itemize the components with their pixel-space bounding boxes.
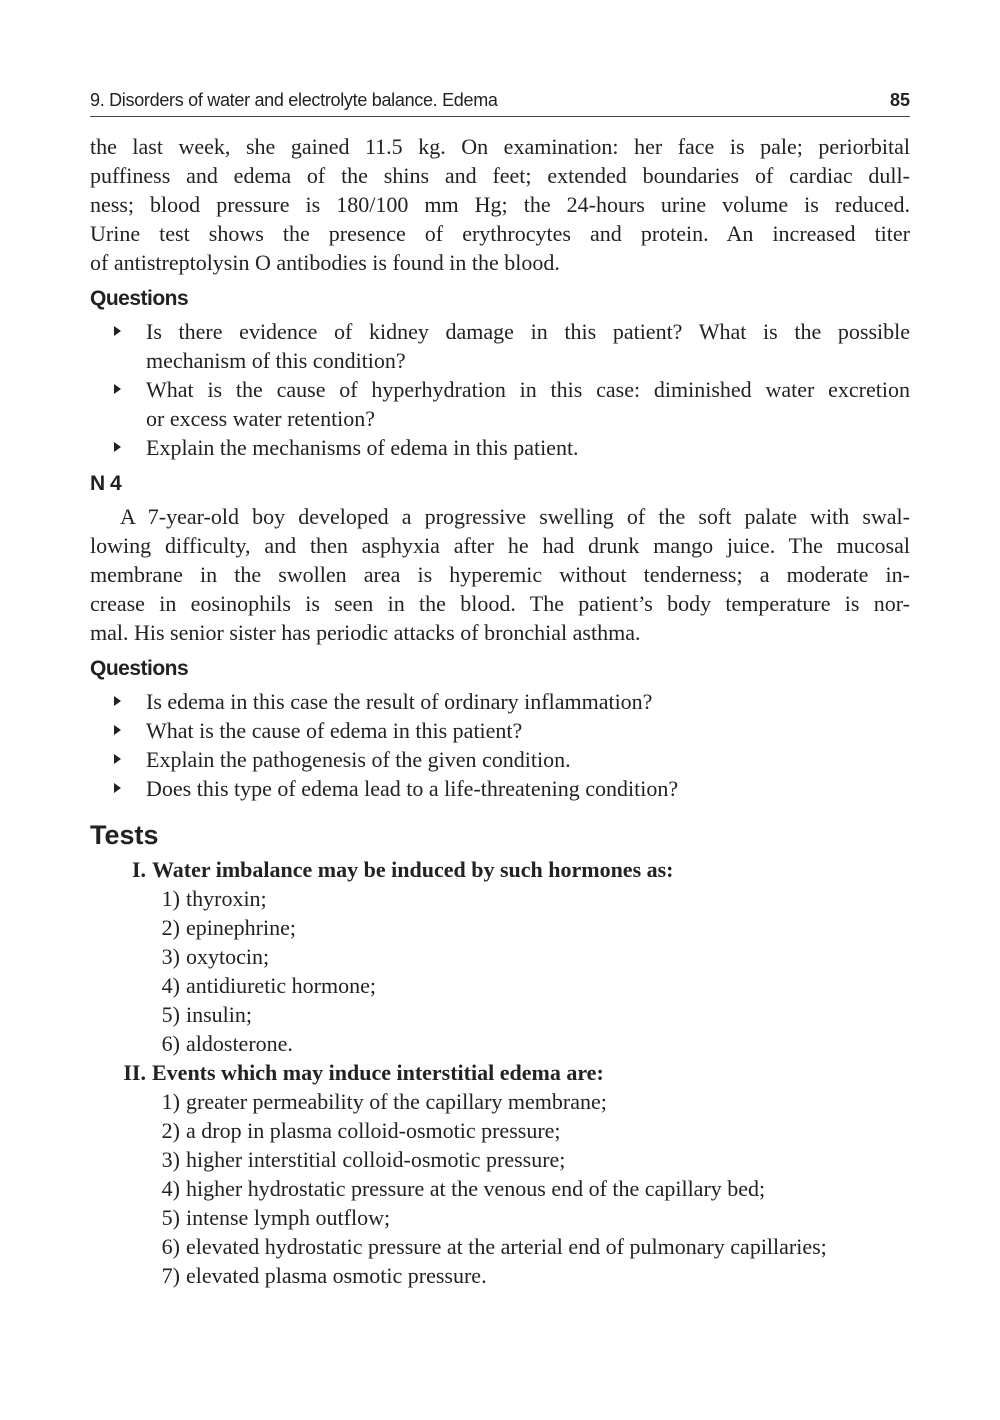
option-text: antidiuretic hormone; [186,973,376,998]
page-number: 85 [889,90,910,110]
question-item [90,433,910,462]
paragraph-line: ness; blood pressure is 180/100 mm Hg; the 24-hours urine volume is reduced. [90,192,910,217]
option-text: insulin; [186,1002,253,1027]
test-option [90,1029,910,1058]
option-text: greater permeability of the capillary membrane; [186,1089,607,1114]
case-line: lowing difficulty, and then asphyxia after he had drunk mango juice. The mucosal [90,533,910,558]
bullet-triangle-icon [114,326,121,336]
question-line: Explain the pathogenesis of the given condition. [146,747,571,772]
question-line: Explain the mechanisms of edema in this patient. [146,435,579,460]
question-item [90,317,910,375]
case-heading: N 4 [90,472,122,495]
option-text: intense lymph outflow; [186,1205,391,1230]
question-line: What is the cause of edema in this patient? [146,718,523,743]
question-line: Is there evidence of kidney damage in this patient? What is the possible [146,319,910,344]
test-option [90,1174,910,1203]
case-line: membrane in the swollen area is hyperemic without tenderness; a moderate in- [90,562,910,587]
question-item [90,745,910,774]
test-option [90,913,910,942]
option-text: elevated plasma osmotic pressure. [186,1263,487,1288]
option-text: higher hydrostatic pressure at the venous end of the capillary bed; [186,1176,766,1201]
option-number: 4) [161,973,180,998]
paragraph-line: Urine test shows the presence of erythrocytes and protein. An increased titer [90,221,910,246]
option-text: a drop in plasma colloid-osmotic pressure; [186,1118,561,1143]
option-number: 3) [161,1147,180,1172]
test-number: II. [123,1060,146,1085]
bullet-triangle-icon [114,783,121,793]
test-option [90,884,910,913]
question-line: Is edema in this case the result of ordinary inflammation? [146,689,653,714]
option-text: elevated hydrostatic pressure at the arterial end of pulmonary capillaries; [186,1234,827,1259]
case-line: A 7-year-old boy developed a progressive swelling of the soft palate with swal- [120,504,910,529]
option-number: 5) [161,1002,180,1027]
option-number: 2) [161,915,180,940]
option-text: thyroxin; [186,886,267,911]
case-line: crease in eosinophils is seen in the blood. The patient’s body temperature is nor- [90,591,910,616]
question-item [90,687,910,716]
question-line: Does this type of edema lead to a life-threatening condition? [146,776,679,801]
paragraph-line: of antistreptolysin O antibodies is found in the blood. [90,250,560,275]
option-number: 1) [161,1089,180,1114]
test-number: I. [131,857,146,882]
bullet-triangle-icon [114,725,121,735]
paragraph-line: the last week, she gained 11.5 kg. On examination: her face is pale; periorbital [90,134,910,159]
question-item [90,716,910,745]
question-line: mechanism of this condition? [146,348,406,373]
questions-heading: Questions [90,657,189,680]
test-option [90,942,910,971]
test-question [90,855,910,884]
option-number: 4) [161,1176,180,1201]
chapter-title: 9. Disorders of water and electrolyte balance. Edema [90,90,498,110]
option-number: 7) [161,1263,180,1288]
option-number: 2) [161,1118,180,1143]
paragraph-line: puffiness and edema of the shins and feet; extended boundaries of cardiac dull- [90,163,910,188]
test-option [90,1145,910,1174]
test-option [90,1232,910,1261]
tests-heading: Tests [90,820,159,850]
bullet-triangle-icon [114,442,121,452]
test-question [90,1058,910,1087]
page-content [90,132,910,1290]
test-option [90,1203,910,1232]
test-option [90,1261,910,1290]
test-question-text: Events which may induce interstitial edema are: [152,1060,604,1085]
test-option [90,1116,910,1145]
test-option [90,1087,910,1116]
option-number: 6) [161,1031,180,1056]
case-line: mal. His senior sister has periodic attacks of bronchial asthma. [90,620,641,645]
bullet-triangle-icon [114,384,121,394]
option-number: 1) [161,886,180,911]
question-item [90,375,910,433]
option-number: 3) [161,944,180,969]
option-text: aldosterone. [186,1031,293,1056]
option-text: oxytocin; [186,944,270,969]
option-text: epinephrine; [186,915,296,940]
bullet-triangle-icon [114,754,121,764]
test-question-text: Water imbalance may be induced by such hormones as: [152,857,674,882]
option-number: 5) [161,1205,180,1230]
option-text: higher interstitial colloid-osmotic pressure; [186,1147,566,1172]
bullet-triangle-icon [114,696,121,706]
option-number: 6) [161,1234,180,1259]
questions-heading: Questions [90,287,189,310]
question-line: What is the cause of hyperhydration in this case: diminished water excretion [146,377,910,402]
question-item [90,774,910,803]
test-option [90,971,910,1000]
question-line: or excess water retention? [146,406,376,431]
test-option [90,1000,910,1029]
running-header [90,88,910,117]
